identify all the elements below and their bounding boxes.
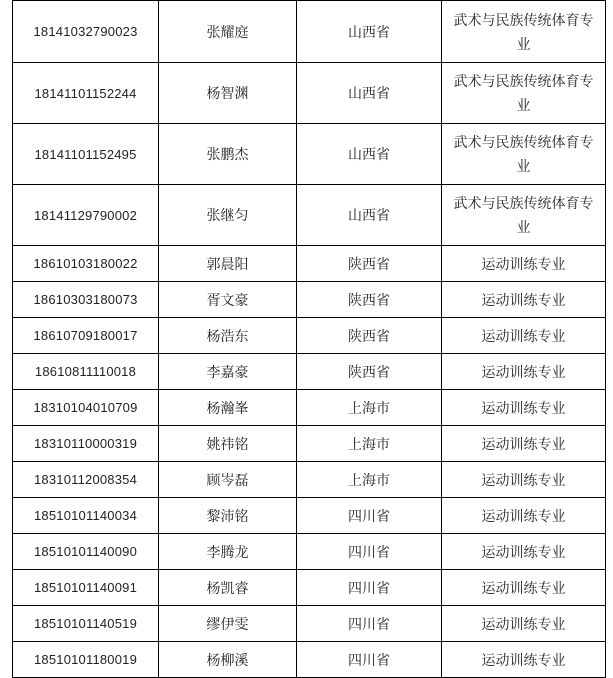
name-cell: 张继匀 — [159, 185, 297, 246]
major-cell: 武术与民族传统体育专业 — [442, 1, 606, 63]
province-cell: 上海市 — [297, 390, 442, 426]
province-cell: 四川省 — [297, 534, 442, 570]
major-cell: 武术与民族传统体育专业 — [442, 63, 606, 124]
name-cell: 张耀庭 — [159, 1, 297, 63]
name-cell: 杨凯睿 — [159, 570, 297, 606]
table-row — [13, 390, 606, 426]
candidate-id-cell: 18610709180017 — [13, 318, 159, 354]
major-cell: 运动训练专业 — [442, 426, 606, 462]
name-cell: 顾岑磊 — [159, 462, 297, 498]
name-cell: 张鹏杰 — [159, 124, 297, 185]
table-row — [13, 1, 606, 63]
province-cell: 山西省 — [297, 63, 442, 124]
province-cell: 四川省 — [297, 570, 442, 606]
candidate-id-cell: 18610811110018 — [13, 354, 159, 390]
table-row — [13, 63, 606, 124]
major-cell: 运动训练专业 — [442, 318, 606, 354]
candidate-id-cell: 18141032790023 — [13, 1, 159, 63]
table-row — [13, 570, 606, 606]
province-cell: 四川省 — [297, 498, 442, 534]
candidate-id-cell: 18310112008354 — [13, 462, 159, 498]
candidate-id-cell: 18610103180022 — [13, 246, 159, 282]
candidate-id-cell: 18141101152244 — [13, 63, 159, 124]
table-row — [13, 426, 606, 462]
candidate-id-cell: 18141101152495 — [13, 124, 159, 185]
table-row — [13, 534, 606, 570]
table-row — [13, 498, 606, 534]
province-cell: 上海市 — [297, 426, 442, 462]
candidate-id-cell: 18510101140034 — [13, 498, 159, 534]
province-cell: 陕西省 — [297, 354, 442, 390]
province-cell: 山西省 — [297, 124, 442, 185]
table-row — [13, 606, 606, 642]
province-cell: 上海市 — [297, 462, 442, 498]
table-row — [13, 185, 606, 246]
candidate-id-cell: 18141129790002 — [13, 185, 159, 246]
table-row — [13, 318, 606, 354]
major-cell: 武术与民族传统体育专业 — [442, 185, 606, 246]
major-cell: 运动训练专业 — [442, 498, 606, 534]
table-row — [13, 642, 606, 678]
candidate-id-cell: 18510101180019 — [13, 642, 159, 678]
table-row — [13, 462, 606, 498]
major-cell: 运动训练专业 — [442, 462, 606, 498]
province-cell: 四川省 — [297, 606, 442, 642]
table-row — [13, 124, 606, 185]
name-cell: 李腾龙 — [159, 534, 297, 570]
province-cell: 陕西省 — [297, 282, 442, 318]
province-cell: 山西省 — [297, 1, 442, 63]
major-cell: 运动训练专业 — [442, 390, 606, 426]
table-row — [13, 282, 606, 318]
major-cell: 运动训练专业 — [442, 606, 606, 642]
major-cell: 运动训练专业 — [442, 642, 606, 678]
candidate-id-cell: 18510101140090 — [13, 534, 159, 570]
table-row — [13, 354, 606, 390]
major-cell: 运动训练专业 — [442, 534, 606, 570]
admission-list-table — [12, 0, 606, 678]
candidate-id-cell: 18310110000319 — [13, 426, 159, 462]
province-cell: 陕西省 — [297, 318, 442, 354]
major-cell: 运动训练专业 — [442, 354, 606, 390]
province-cell: 山西省 — [297, 185, 442, 246]
name-cell: 杨柳溪 — [159, 642, 297, 678]
major-cell: 运动训练专业 — [442, 570, 606, 606]
name-cell: 杨浩东 — [159, 318, 297, 354]
candidate-id-cell: 18310104010709 — [13, 390, 159, 426]
candidate-id-cell: 18510101140091 — [13, 570, 159, 606]
candidate-id-cell: 18510101140519 — [13, 606, 159, 642]
major-cell: 运动训练专业 — [442, 246, 606, 282]
province-cell: 四川省 — [297, 642, 442, 678]
name-cell: 杨瀚峯 — [159, 390, 297, 426]
province-cell: 陕西省 — [297, 246, 442, 282]
name-cell: 杨智渊 — [159, 63, 297, 124]
name-cell: 郭晨阳 — [159, 246, 297, 282]
name-cell: 姚祎铭 — [159, 426, 297, 462]
major-cell: 武术与民族传统体育专业 — [442, 124, 606, 185]
table-row — [13, 246, 606, 282]
name-cell: 胥文豪 — [159, 282, 297, 318]
candidate-id-cell: 18610303180073 — [13, 282, 159, 318]
name-cell: 李嘉豪 — [159, 354, 297, 390]
major-cell: 运动训练专业 — [442, 282, 606, 318]
name-cell: 黎沛铭 — [159, 498, 297, 534]
name-cell: 缪伊雯 — [159, 606, 297, 642]
